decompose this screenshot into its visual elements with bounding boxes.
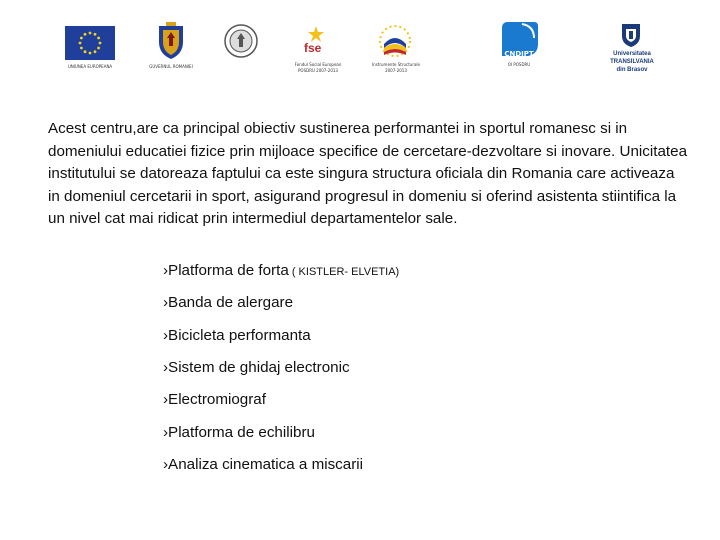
paragraph-start: Acest centru,are ca [48,120,184,137]
fse-logo [296,24,336,60]
si-caption-2: 2007-2013 [385,68,407,73]
university-line1: Universitatea [613,51,651,57]
eu-flag-caption: UNIUNEA EUROPEANA [67,64,113,69]
list-item: ›Sistem de ghidaj electronic [163,359,350,376]
university-line2: TRANSILVANIA [610,59,654,65]
paragraph-rest: sustinerea performantei in sportul romanesc si in domeniului educatiei fizice prin mijloace specifice de cercetare-dezvoltare si inovare. Unicitatea institutului se datoreaza faptului ca este singura structura oficiala din Romania care activeaza in domeniul cercetarii in sport, asigurand progresul in domeniu si oferind asistenta stiintifica la un nivel cat mai ridicat prin intermediul departamentelor sale. [48,120,688,227]
paragraph-highlight: principal obiectiv [183,120,296,137]
list-item: ›Analiza cinematica a miscarii [163,456,364,473]
structural-instruments-logo [378,22,412,60]
logo-bar [0,0,720,100]
fse-caption-1: Fondul Social European [294,62,342,67]
list-item: ›Platforma de echilibru [163,424,315,441]
si-caption-1: Instrumente Structurale [372,62,420,67]
list-item: ›Platforma de forta ( KISTLER- ELVETIA) [163,262,400,279]
cndipt-label: CNDIPT [504,50,534,58]
university-logo [620,22,642,48]
fse-caption-2: POSDRU 2007-2013 [298,68,338,73]
svg-text:fse: fse [304,41,322,55]
romania-coat-of-arms-logo [156,22,186,60]
cndipt-caption: OI POSDRU [507,62,531,67]
description-paragraph [48,118,688,231]
university-name [604,50,660,74]
university-line3: din Brasov [616,67,648,73]
list-item: ›Electromiograf [163,391,266,408]
list-item: ›Banda de alergare [163,294,294,311]
romania-caption: GUVERNUL ROMANIEI [149,64,193,69]
ministry-seal-logo [224,24,258,58]
eu-flag-logo [65,26,115,60]
list-item: ›Bicicleta performanta [163,327,311,344]
